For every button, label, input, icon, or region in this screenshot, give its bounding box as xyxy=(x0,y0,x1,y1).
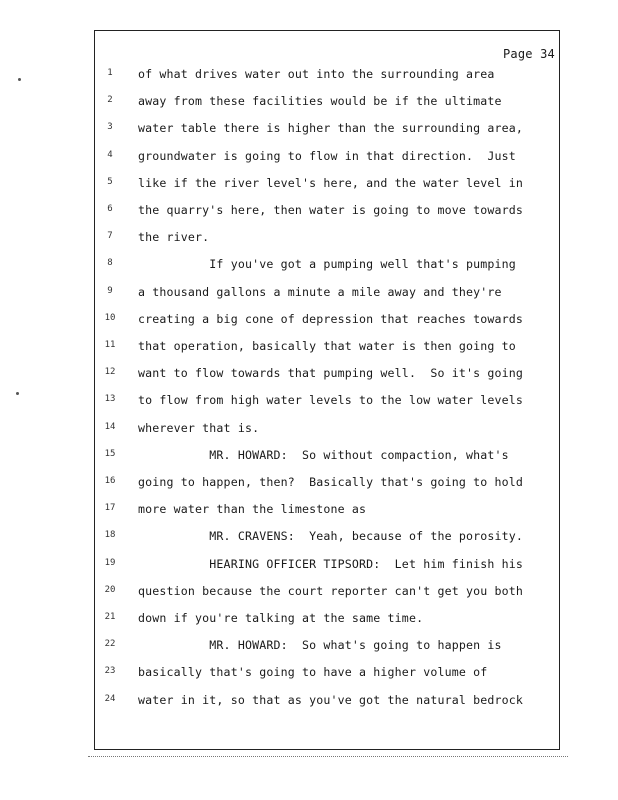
line-number: 3 xyxy=(107,122,113,133)
transcript-line xyxy=(100,285,552,311)
line-text: HEARING OFFICER TIPSORD: Let him finish his xyxy=(138,556,524,571)
line-number: 23 xyxy=(104,666,116,677)
line-text: more water than the limestone as xyxy=(138,502,367,517)
line-text: like if the river level's here, and the water level in xyxy=(138,175,524,190)
line-text: to flow from high water levels to the low water levels xyxy=(138,393,524,408)
scan-speck xyxy=(16,392,19,395)
line-number: 12 xyxy=(104,367,116,378)
transcript-line xyxy=(100,230,552,256)
page-number: Page 34 xyxy=(503,47,555,61)
transcript-line xyxy=(100,557,552,583)
line-number: 21 xyxy=(104,612,116,622)
transcript-line xyxy=(100,584,552,610)
transcript-line xyxy=(100,475,552,501)
transcript-line xyxy=(100,529,552,555)
line-number: 14 xyxy=(104,421,116,432)
transcript-line xyxy=(100,393,552,419)
transcript-line xyxy=(100,176,552,202)
transcript-line xyxy=(100,502,552,528)
line-number: 13 xyxy=(104,394,116,405)
line-number: 9 xyxy=(107,285,113,296)
line-number: 8 xyxy=(107,258,113,269)
line-number: 10 xyxy=(104,312,116,323)
transcript-line xyxy=(100,339,552,365)
line-number: 2 xyxy=(107,95,113,106)
transcript-line xyxy=(100,693,552,719)
scan-speck xyxy=(18,78,21,81)
transcript-line xyxy=(100,611,552,637)
line-number: 7 xyxy=(107,231,113,242)
line-text: If you've got a pumping well that's pumping xyxy=(138,257,516,272)
line-text: water table there is higher than the surrounding area, xyxy=(138,121,524,136)
line-number: 4 xyxy=(107,149,113,160)
transcript-line xyxy=(100,94,552,120)
line-number: 15 xyxy=(104,448,116,459)
line-text: away from these facilities would be if the ultimate xyxy=(138,94,502,109)
line-text: question because the court reporter can't get you both xyxy=(138,583,524,598)
line-number: 22 xyxy=(104,639,116,650)
transcript-line xyxy=(100,121,552,147)
transcript-line xyxy=(100,448,552,474)
line-text: MR. HOWARD: So without compaction, what's xyxy=(138,447,509,462)
scan-artifact-line xyxy=(88,756,568,757)
line-text: creating a big cone of depression that reaches towards xyxy=(138,311,524,326)
transcript-line xyxy=(100,665,552,691)
line-number: 18 xyxy=(104,530,116,541)
line-number: 24 xyxy=(104,693,116,704)
transcript-line xyxy=(100,312,552,338)
line-number: 1 xyxy=(107,68,113,78)
line-text: the quarry's here, then water is going to move towards xyxy=(138,203,524,217)
line-text: basically that's going to have a higher volume of xyxy=(138,665,488,680)
transcript-line xyxy=(100,257,552,283)
transcript-line xyxy=(100,149,552,175)
line-text: the river. xyxy=(138,230,210,245)
transcript-line xyxy=(100,67,552,93)
line-text: of what drives water out into the surrounding area xyxy=(138,67,495,81)
line-text: a thousand gallons a minute a mile away and they're xyxy=(138,284,502,299)
line-number: 19 xyxy=(104,557,116,568)
line-text: wherever that is. xyxy=(138,420,260,435)
line-text: MR. CRAVENS: Yeah, because of the porosity. xyxy=(138,529,524,544)
line-text: going to happen, then? Basically that's going to hold xyxy=(138,475,524,489)
line-text: groundwater is going to flow in that direction. Just xyxy=(138,148,516,163)
transcript-line xyxy=(100,421,552,447)
transcript-line xyxy=(100,203,552,229)
line-number: 11 xyxy=(104,340,116,350)
line-text: MR. HOWARD: So what's going to happen is xyxy=(138,638,502,653)
transcript-line xyxy=(100,638,552,664)
line-number: 16 xyxy=(104,476,116,486)
line-text: down if you're talking at the same time. xyxy=(138,611,424,625)
line-number: 17 xyxy=(104,503,116,514)
line-number: 5 xyxy=(107,176,113,187)
line-number: 20 xyxy=(104,584,116,595)
line-text: want to flow towards that pumping well. So it's going xyxy=(138,366,524,381)
line-number: 6 xyxy=(107,204,113,214)
transcript-line xyxy=(100,366,552,392)
line-text: water in it, so that as you've got the natural bedrock xyxy=(138,692,524,707)
line-text: that operation, basically that water is then going to xyxy=(138,339,516,353)
